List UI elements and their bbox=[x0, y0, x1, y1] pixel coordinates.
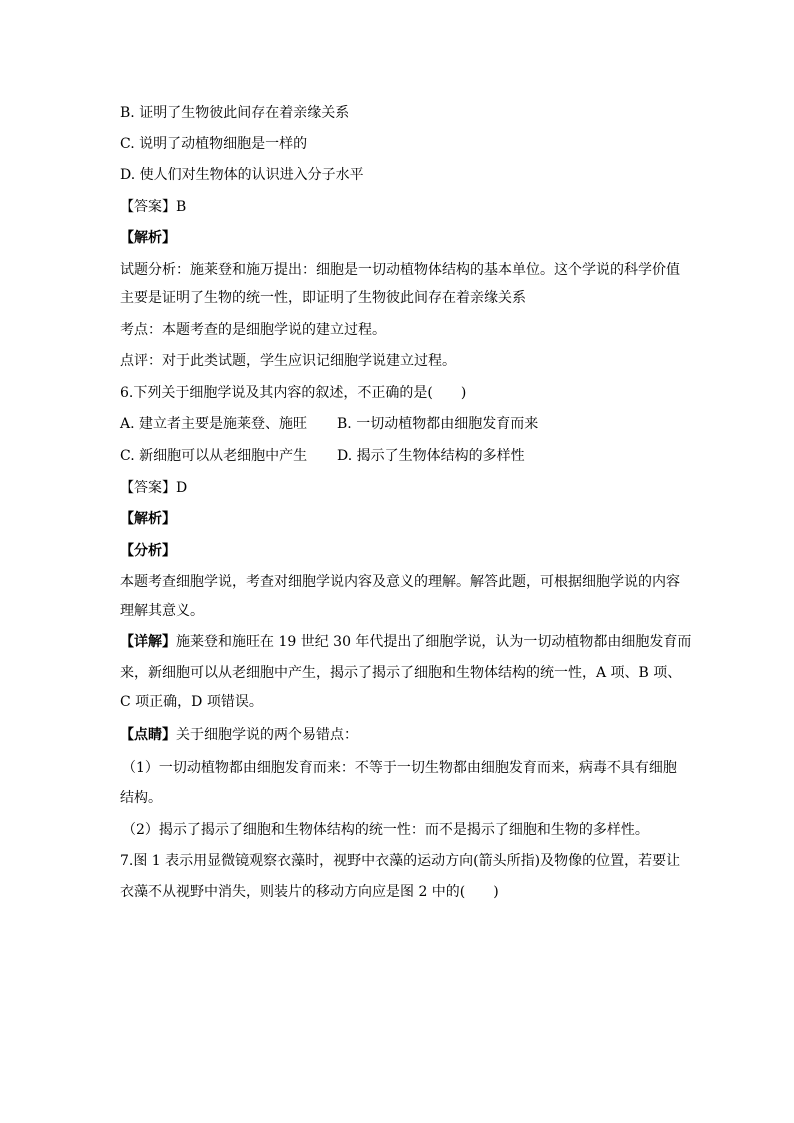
q6-option-d: D. 揭示了生物体结构的多样性 bbox=[337, 448, 525, 464]
q6-dianjing-line bbox=[120, 727, 358, 743]
q6-xiangjie-line-3: C 项正确，D 项错误。 bbox=[120, 694, 263, 710]
q7-stem-line-2: 衣藻不从视野中消失，则装片的移动方向应是图 2 中的( ) bbox=[120, 884, 499, 900]
q6-xiangjie-tag: 【详解】 bbox=[120, 634, 176, 650]
q5-option-c: C. 说明了动植物细胞是一样的 bbox=[120, 136, 308, 152]
q6-point-2: （2）揭示了揭示了细胞和生物体结构的统一性：而不是揭示了细胞和生物的多样性。 bbox=[122, 822, 649, 838]
q5-kaodian: 考点：本题考查的是细胞学说的建立过程。 bbox=[120, 322, 386, 338]
q6-dianjing-tag: 【点睛】 bbox=[120, 727, 176, 743]
q6-analysis-heading: 【解析】 bbox=[120, 511, 176, 527]
q6-option-c: C. 新细胞可以从老细胞中产生 bbox=[120, 448, 308, 464]
q5-answer: 【答案】B bbox=[120, 199, 187, 215]
q7-stem-line-1: 7.图 1 表示用显微镜观察衣藻时，视野中衣藻的运动方向(箭头所指)及物像的位置，若要让 bbox=[120, 853, 681, 869]
q6-fenxi-line-1: 本题考查细胞学说，考查对细胞学说内容及意义的理解。解答此题，可根据细胞学说的内容 bbox=[120, 574, 680, 590]
q6-xiangjie-line-2: 来，新细胞可以从老细胞中产生，揭示了揭示了细胞和生物体结构的统一性，A 项、B 项、 bbox=[120, 665, 682, 681]
q6-xiangjie-line-1 bbox=[120, 634, 691, 650]
q6-stem: 6.下列关于细胞学说及其内容的叙述，不正确的是( ) bbox=[120, 385, 467, 401]
q5-dianping: 点评：对于此类试题，学生应识记细胞学说建立过程。 bbox=[120, 353, 456, 369]
q6-point-1-line-2: 结构。 bbox=[120, 790, 162, 806]
q6-point-1-line-1: （1）一切动植物都由细胞发育而来：不等于一切生物都由细胞发育而来，病毒不具有细胞 bbox=[122, 760, 677, 776]
q6-answer: 【答案】D bbox=[120, 480, 188, 496]
q6-dianjing-text: 关于细胞学说的两个易错点： bbox=[176, 727, 358, 743]
q5-analysis-heading: 【解析】 bbox=[120, 230, 176, 246]
q6-fenxi-heading: 【分析】 bbox=[120, 543, 176, 559]
q5-analysis-line-1: 试题分析：施莱登和施万提出：细胞是一切动植物体结构的基本单位。这个学说的科学价值 bbox=[120, 262, 680, 278]
q5-analysis-line-2: 主要是证明了生物的统一性，即证明了生物彼此间存在着亲缘关系 bbox=[120, 290, 526, 306]
q6-fenxi-line-2: 理解其意义。 bbox=[120, 603, 204, 619]
q6-xiangjie-text: 施莱登和施旺在 19 世纪 30 年代提出了细胞学说，认为一切动植物都由细胞发育而 bbox=[176, 634, 692, 650]
q6-option-b: B. 一切动植物都由细胞发育而来 bbox=[337, 416, 539, 432]
q5-option-d: D. 使人们对生物体的认识进入分子水平 bbox=[120, 167, 364, 183]
q6-option-a: A. 建立者主要是施莱登、施旺 bbox=[120, 416, 308, 432]
q5-option-b: B. 证明了生物彼此间存在着亲缘关系 bbox=[120, 105, 350, 121]
